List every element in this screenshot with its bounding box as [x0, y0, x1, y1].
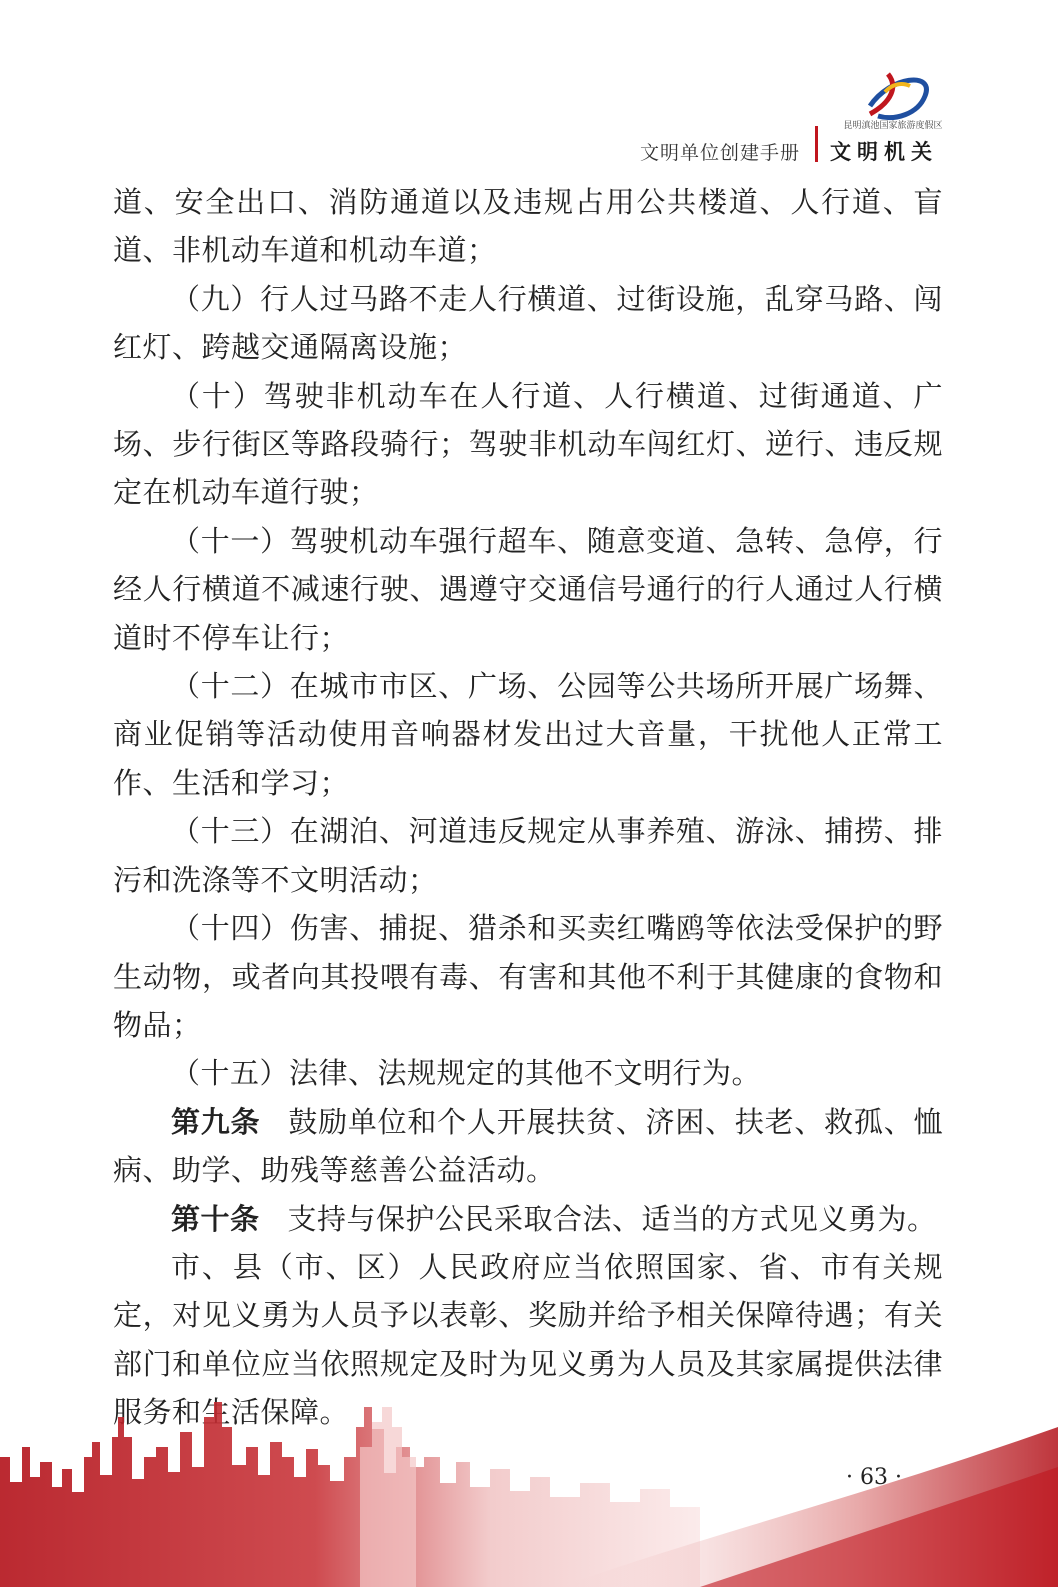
- paragraph: （十三）在湖泊、河道违反规定从事养殖、游泳、捕捞、排污和洗涤等不文明活动；: [113, 814, 943, 897]
- section-title: 文明机关: [830, 140, 938, 164]
- article-heading: 第九条: [171, 1104, 261, 1139]
- paragraph: 市、县（市、区）人民政府应当依照国家、省、市有关规定，对见义勇为人员予以表彰、奖励并给予相关保障待遇；有关部门和单位应当依照规定及时为见义勇为人员及其家属提供法律服务和生活保障。: [113, 1249, 943, 1430]
- article-9: [113, 1098, 943, 1195]
- paragraph: （十五）法律、法规规定的其他不文明行为。: [171, 1056, 762, 1091]
- header-divider: [815, 126, 818, 162]
- article-10: [113, 1195, 943, 1243]
- manual-title: 文明单位创建手册: [639, 142, 800, 164]
- paragraph: 道、安全出口、消防通道以及违规占用公共楼道、人行道、盲道、非机动车道和机动车道；: [113, 185, 943, 268]
- article-text: 支持与保护公民采取合法、适当的方式见义勇为。: [287, 1201, 937, 1236]
- paragraph: （九）行人过马路不走人行横道、过街设施，乱穿马路、闯红灯、跨越交通隔离设施；: [113, 281, 943, 365]
- document-body: [113, 178, 943, 1437]
- page-number: · 63 ·: [846, 1465, 902, 1490]
- article-text: 鼓励单位和个人开展扶贫、济困、扶老、救孤、恤病、助学、助残等慈善公益活动。: [113, 1104, 943, 1188]
- paragraph: （十二）在城市市区、广场、公园等公共场所开展广场舞、商业促销等活动使用音响器材发出过大音量，干扰他人正常工作、生活和学习；: [113, 669, 943, 800]
- logo-caption: 昆明滇池国家旅游度假区: [843, 121, 943, 131]
- paragraph: （十）驾驶非机动车在人行道、人行横道、过街通道、广场、步行街区等路段骑行；驾驶非机动车闯红灯、逆行、违反规定在机动车道行驶；: [113, 378, 943, 510]
- paragraph: （十四）伤害、捕捉、猎杀和买卖红嘴鸥等依法受保护的野生动物，或者向其投喂有毒、有害和其他不利于其健康的食物和物品；: [113, 911, 943, 1042]
- article-heading: 第十条: [171, 1201, 260, 1236]
- paragraph: （十一）驾驶机动车强行超车、随意变道、急转、急停，行经人行横道不减速行驶、遇遵守交通信号通行的行人通过人行横道时不停车让行；: [113, 523, 943, 655]
